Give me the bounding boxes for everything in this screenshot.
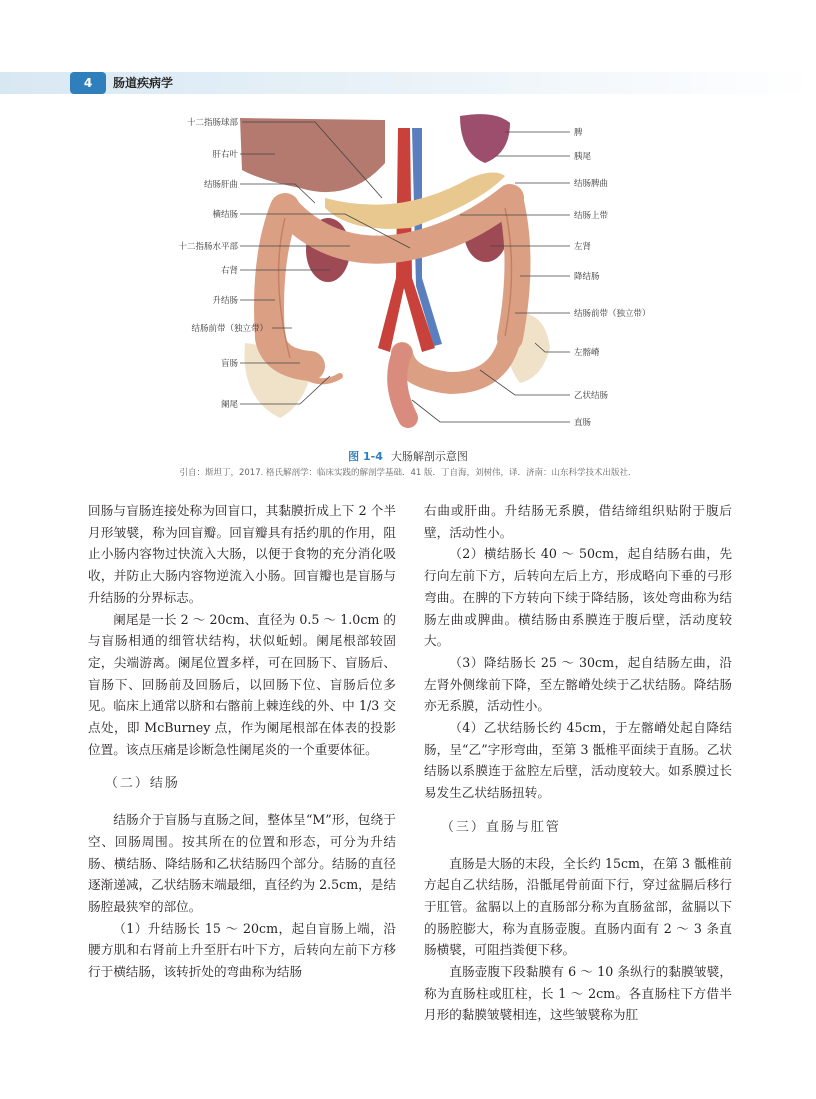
figure-number: 图 1-4 <box>348 450 383 463</box>
label-taenia-left: 结肠前带（独立带） <box>191 324 268 334</box>
paragraph-colon-intro: 结肠介于盲肠与直肠之间，整体呈“M”形，包绕于空、回肠周围。按其所在的位置和形态，可分为升结肠、横结肠、降结肠和乙状结肠四个部分。结肠的直径逐渐递减，乙状结肠末端最细，直径约为 2.5cm，是结肠腔最狭窄的部位。 <box>88 812 396 914</box>
left-column <box>88 500 396 983</box>
section-heading-rectum: （三）直肠与肛管 <box>440 819 561 835</box>
section-heading-colon: （二）结肠 <box>104 776 180 792</box>
paragraph-rectum: 直肠是大肠的末段，全长约 15cm，在第 3 骶椎前方起自乙状结肠，沿骶尾骨前面下行，穿过盆膈后移行于肛管。盆膈以上的直肠部分称为直肠盆部，盆膈以下的肠腔膨大，称为直肠壶腹。直肠内面有 2 ～ 3 条直肠横襞，可阻挡粪便下移。 <box>424 855 732 958</box>
figure-source: 引自：斯坦丁，2017. 格氏解剖学：临床实践的解剖学基础．41 版．丁自海，刘树伟，译．济南：山东科学技术出版社． <box>179 468 637 478</box>
label-pancreas-tail: 胰尾 <box>574 152 592 162</box>
paragraph-ascending-cont: 右曲或肝曲。升结肠无系膜，借结缔组织贴附于腹后壁，活动性小。 <box>424 503 732 540</box>
label-left-iliac-crest: 左髂嵴 <box>574 348 600 358</box>
paragraph-sigmoid-colon: （4）乙状结肠长约 45cm，于左髂嵴处起自降结肠，呈“乙”字形弯曲，至第 3 骶椎平面续于直肠。乙状结肠以系膜连于盆腔左后壁，活动度较大。如系膜过长易发生乙状结肠扭转。 <box>424 720 732 801</box>
label-descending-colon: 降结肠 <box>574 272 600 282</box>
paragraph-ascending-colon: （1）升结肠长 15 ～ 20cm，起自盲肠上端，沿腰方肌和右肾前上升至肝右叶下方，后转向左前下方移行于横结肠，该转折处的弯曲称为结肠 <box>88 920 396 980</box>
paragraph-descending-colon: （3）降结肠长 25 ～ 30cm，起自结肠左曲，沿左肾外侧缘前下降，至左髂嵴处续于乙状结肠。降结肠亦无系膜，活动性小。 <box>424 654 732 714</box>
page-number: 4 <box>70 72 106 94</box>
label-superior-taenia: 结肠上带 <box>574 211 609 221</box>
label-duodenum-horizontal: 十二指肠水平部 <box>178 242 238 252</box>
label-splenic-flexure: 结肠脾曲 <box>574 179 609 189</box>
label-hepatic-flexure: 结肠肝曲 <box>203 180 238 190</box>
liver <box>240 118 385 192</box>
label-ascending-colon: 升结肠 <box>212 296 238 306</box>
label-right-kidney: 右肾 <box>220 266 238 276</box>
rectum <box>397 353 408 418</box>
label-rectum: 直肠 <box>574 418 592 428</box>
paragraph-ileocecal: 回肠与盲肠连接处称为回盲口，其黏膜折成上下 2 个半月形皱襞，称为回盲瓣。回盲瓣具有括约肌的作用，阻止小肠内容物过快流入大肠，以便于食物的充分消化吸收，并防止大肠内容物逆流入小肠。回盲瓣也是盲肠与升结肠的分界标志。 <box>88 503 396 605</box>
label-left-kidney: 左肾 <box>574 242 592 252</box>
anatomy-figure <box>150 108 690 438</box>
large-intestine-diagram <box>150 108 690 438</box>
paragraph-rectal-columns: 直肠壶腹下段黏膜有 6 ～ 10 条纵行的黏膜皱襞，称为直肠柱或肛柱，长 1 ～ 2cm。各直肠柱下方借半月形的黏膜皱襞相连，这些皱襞称为肛 <box>424 964 732 1023</box>
paragraph-transverse-colon: （2）横结肠长 40 ～ 50cm，起自结肠右曲，先行向左前下方，后转向左后上方，形成略向下垂的弓形弯曲。在脾的下方转向下续于降结肠，该处弯曲称为结肠左曲或脾曲。横结肠由系膜连于腹后壁，活动度较大。 <box>424 546 732 649</box>
book-title: 肠道疾病学 <box>113 76 174 90</box>
label-duodenal-bulb: 十二指肠球部 <box>186 118 238 128</box>
label-taenia-right: 结肠前带（独立带） <box>574 309 651 319</box>
label-transverse-colon: 横结肠 <box>212 210 238 220</box>
paragraph-appendix: 阑尾是一长 2 ～ 20cm、直径为 0.5 ～ 1.0cm 的与盲肠相通的细管状结构，状似蚯蚓。阑尾根部较固定，尖端游离。阑尾位置多样，可在回肠下、盲肠后、盲肠下、回肠前及回肠后，以回肠下位、盲肠后位多见。临床上通常以脐和右髂前上棘连线的外、中 1/3 交点处，即 McBurney 点，作为阑尾根部在体表的投影位置。该点压痛是诊断急性阑尾炎的一个重要体征。 <box>88 611 396 757</box>
label-sigmoid-colon: 乙状结肠 <box>574 391 609 401</box>
label-appendix: 阑尾 <box>220 400 238 410</box>
figure-caption <box>0 448 816 464</box>
sigmoid-colon <box>402 338 510 383</box>
label-cecum: 盲肠 <box>220 359 238 369</box>
right-column <box>424 500 732 1026</box>
label-spleen: 脾 <box>574 128 583 138</box>
label-right-liver-lobe: 肝右叶 <box>212 150 238 160</box>
figure-title: 大肠解剖示意图 <box>390 450 468 463</box>
